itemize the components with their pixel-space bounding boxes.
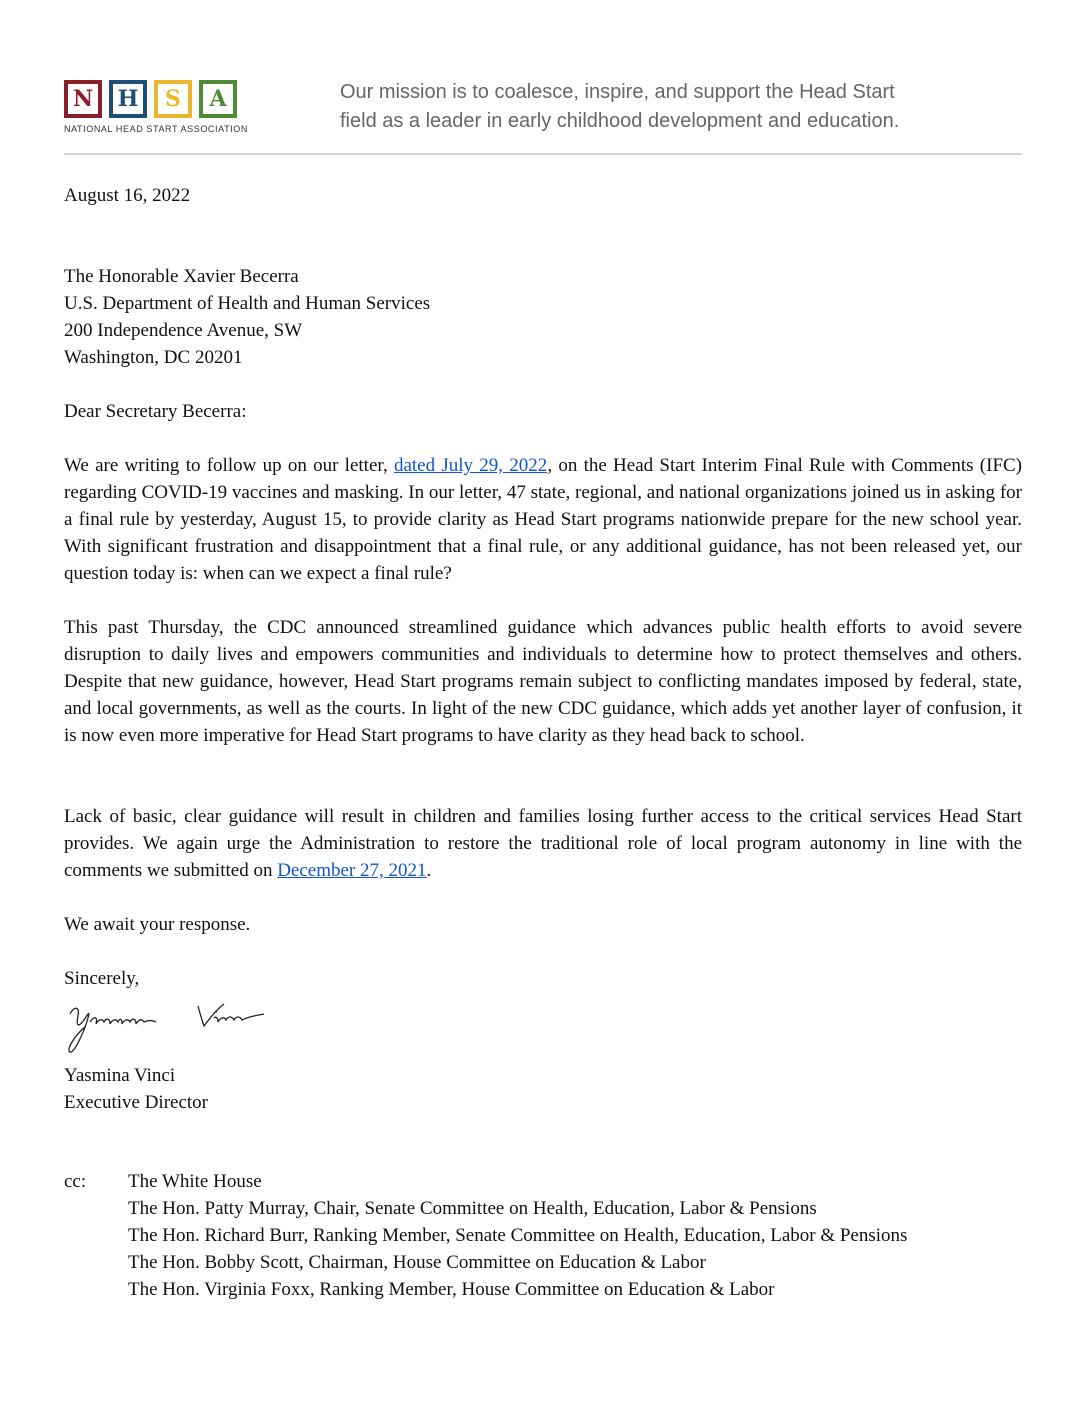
logo-letter-s: S bbox=[154, 80, 192, 118]
p1-text-before: We are writing to follow up on our letter, bbox=[64, 455, 394, 476]
signature-image bbox=[64, 996, 284, 1060]
recipient-address bbox=[64, 263, 1022, 371]
december-27-link[interactable]: December 27, 2021 bbox=[277, 860, 427, 881]
logo-subtitle: NATIONAL HEAD START ASSOCIATION bbox=[64, 124, 248, 134]
recipient-name: The Honorable Xavier Becerra bbox=[64, 266, 299, 287]
nhsa-logo bbox=[64, 80, 268, 142]
signer-title: Executive Director bbox=[64, 1092, 209, 1113]
p3-text-before: Lack of basic, clear guidance will result in children and families losing further access to the critical services Head Start provides. We again urge the Administration to restore the traditional role of local program autonomy in line with the comments we submitted on bbox=[64, 806, 1022, 881]
paragraph-3 bbox=[64, 803, 1022, 884]
paragraph-2: This past Thursday, the CDC announced streamlined guidance which advances public health efforts to avoid severe disruption to daily lives and empowers communities and individuals to determine how to protect themselves and others. Despite that new guidance, however, Head Start programs remain subject to conflicting mandates imposed by federal, state, and local governments, as well as the courts. In light of the new CDC guidance, which adds yet another layer of confusion, it is now even more imperative for Head Start programs to have clarity as they head back to school. bbox=[64, 617, 1022, 746]
cc-item: The Hon. Virginia Foxx, Ranking Member, House Committee on Education & Labor bbox=[128, 1279, 775, 1300]
mission-line-2: field as a leader in early childhood development and education. bbox=[340, 110, 900, 132]
cc-item: The White House bbox=[128, 1171, 262, 1192]
signer-block bbox=[64, 1062, 1022, 1116]
paragraph-4: We await your response. bbox=[64, 914, 251, 935]
recipient-department: U.S. Department of Health and Human Services bbox=[64, 293, 431, 314]
paragraph-1 bbox=[64, 452, 1022, 587]
cc-item: The Hon. Patty Murray, Chair, Senate Committee on Health, Education, Labor & Pensions bbox=[128, 1198, 817, 1219]
letter-date: August 16, 2022 bbox=[64, 185, 191, 206]
closing: Sincerely, bbox=[64, 968, 140, 989]
recipient-city: Washington, DC 20201 bbox=[64, 347, 243, 368]
mission-line-1: Our mission is to coalesce, inspire, and support the Head Start bbox=[340, 81, 895, 103]
cc-item: The Hon. Bobby Scott, Chairman, House Committee on Education & Labor bbox=[128, 1252, 706, 1273]
cc-label: cc: bbox=[64, 1171, 87, 1192]
signer-name: Yasmina Vinci bbox=[64, 1065, 176, 1086]
p3-text-after: . bbox=[426, 860, 432, 881]
dated-july-29-link[interactable]: dated July 29, 2022 bbox=[393, 455, 548, 476]
logo-letter-a: A bbox=[199, 80, 237, 118]
salutation: Dear Secretary Becerra: bbox=[64, 401, 247, 422]
mission-statement bbox=[340, 78, 1000, 136]
signature-icon bbox=[64, 996, 284, 1060]
cc-item: The Hon. Richard Burr, Ranking Member, Senate Committee on Health, Education, Labor & Pensions bbox=[128, 1225, 908, 1246]
logo-letter-n: N bbox=[64, 80, 102, 118]
p1-text-after: , on the Head Start Interim Final Rule with Comments (IFC) regarding COVID-19 vaccines and masking. In our letter, 47 state, regional, and national organizations joined us in asking for a final rule by yesterday, August 15, to provide clarity as Head Start programs nationwide prepare for the new school year. With significant frustration and disappointment that a final rule, or any additional guidance, has not been released yet, our question today is: when can we expect a final rule? bbox=[64, 455, 1023, 584]
header-divider bbox=[64, 153, 1022, 155]
letterhead bbox=[64, 80, 1022, 156]
logo-letter-h: H bbox=[109, 80, 147, 118]
recipient-street: 200 Independence Avenue, SW bbox=[64, 320, 303, 341]
